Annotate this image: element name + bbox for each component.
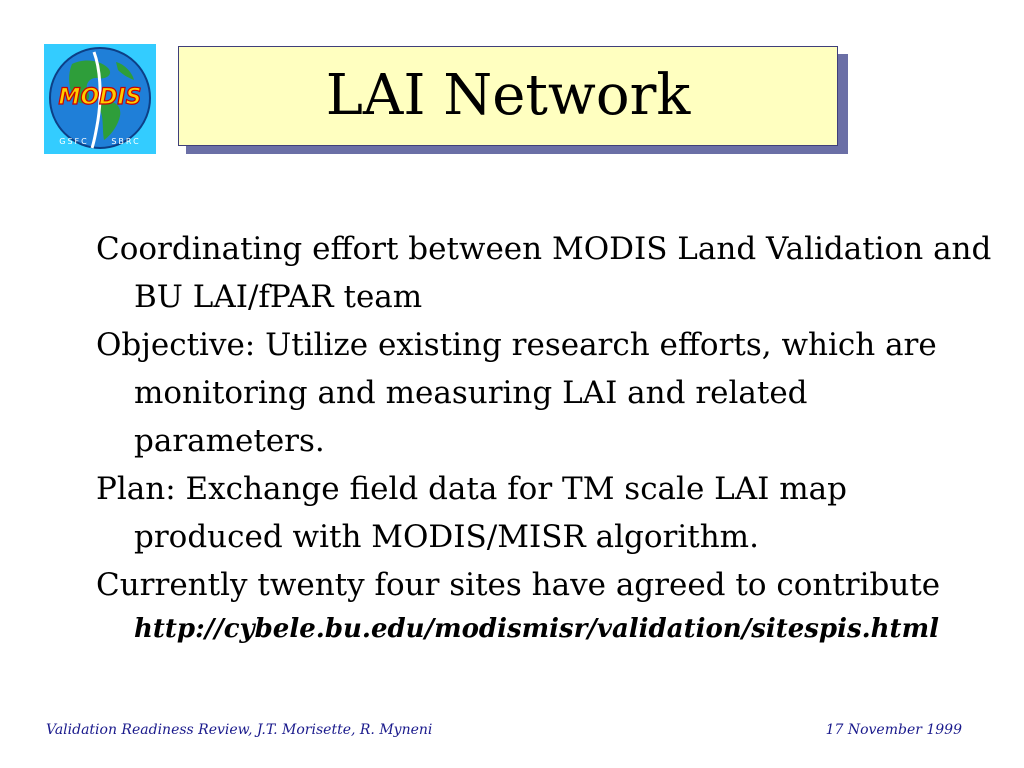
sites-url-link[interactable]: http://cybele.bu.edu/modismisr/validation/sitespis.html — [134, 614, 939, 644]
paragraph-coordinating: Coordinating effort between MODIS Land Validation and BU LAI/fPAR team — [96, 231, 992, 315]
footer-date: 17 November 1999 — [825, 722, 962, 738]
logo-modis-text: MODIS — [58, 85, 142, 110]
paragraph-currently — [96, 561, 996, 649]
slide-title: LAI Network — [325, 63, 691, 128]
modis-logo — [44, 44, 156, 154]
logo-ring-right-text: SBRC — [111, 137, 141, 146]
title-box — [178, 46, 838, 146]
slide-body — [96, 225, 996, 649]
modis-globe-icon — [44, 44, 156, 154]
paragraph-plan: Plan: Exchange field data for TM scale LAI map produced with MODIS/MISR algorithm. — [96, 471, 847, 555]
logo-ring-left-text: GSFC — [59, 137, 89, 146]
paragraph-objective: Objective: Utilize existing research efforts, which are monitoring and measuring LAI and related parameters. — [96, 327, 937, 459]
footer-credits: Validation Readiness Review, J.T. Morisette, R. Myneni — [46, 722, 433, 738]
currently-text: Currently twenty four sites have agreed to contribute — [96, 567, 941, 603]
